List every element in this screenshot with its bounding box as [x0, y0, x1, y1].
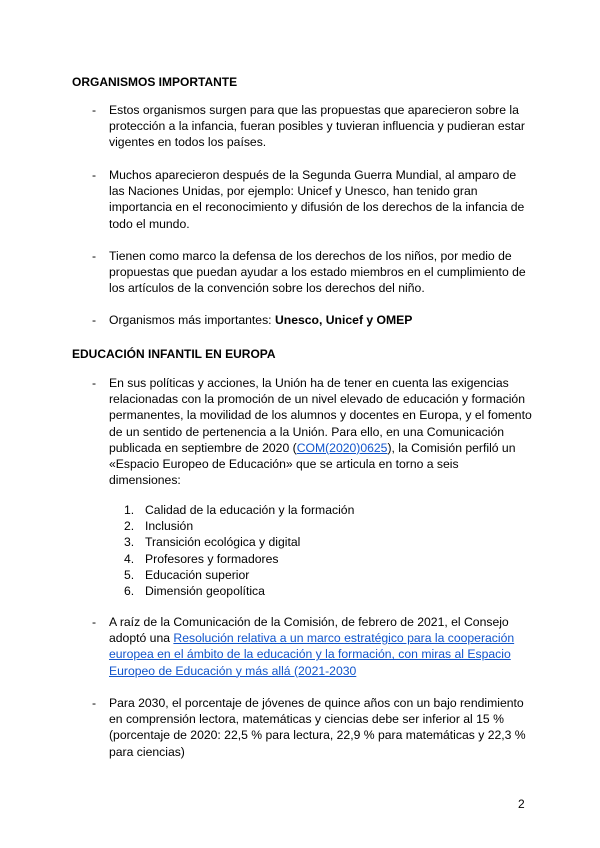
list-item [124, 551, 484, 567]
list-number: 3. [124, 535, 135, 550]
bullet-text [109, 312, 532, 328]
list-label: Educación superior [145, 567, 250, 582]
list-item [124, 583, 484, 599]
bullet-text: Estos organismos surgen para que las propuestas que aparecieron sobre la protección a la infancia, fueran posibles y tuvieran influencia y pudieran estar vigentes en todos los países. [109, 103, 525, 150]
list-number: 6. [124, 583, 135, 598]
bullet-text: Tienen como marco la defensa de los derechos de los niños, por medio de propuestas que puedan ayudar a los estado miembros en el cumplimiento de los artículos de la convención sobre los derechos del niño. [109, 249, 526, 296]
list-item [92, 695, 532, 760]
section-heading-educacion-europa: EDUCACIÓN INFANTIL EN EUROPA [72, 347, 276, 361]
list-item [92, 248, 532, 297]
list-number: 2. [124, 519, 135, 534]
list-number: 1. [124, 503, 135, 517]
bullet-text-part: ), la Comisión perfiló un «Espacio Europeo de Educación» que se articula en torno a seis dimensiones: [109, 440, 516, 488]
bullet-dash: - [92, 696, 97, 710]
bullet-text [109, 614, 532, 679]
bullet-prefix: Organismos más importantes: [109, 313, 275, 327]
bullet-dash: - [92, 615, 97, 629]
dimensions-list [124, 502, 484, 599]
com-link[interactable]: COM(2020)0625 [296, 440, 388, 455]
resolution-link[interactable]: Resolución relativa a un marco estratégico para la cooperación europea en el ámbito de la educación y la formación, con miras al Espacio Europeo de Educación y más allá (2021-2030 [109, 631, 515, 678]
list-item [124, 502, 484, 518]
bullet-text-part: En sus políticas y acciones, la Unión ha de tener en cuenta las exigencias relacionadas con la promoción de un nivel elevado de educación y formación permanentes, la movilidad de los alumnos y docentes en Europa, y el fomento de un sentido de pertenencia a la Unión. Para ello, en una Comunicación publicada en septiembre de 2020 ( [109, 376, 532, 455]
list-label: Calidad de la educación y la formación [145, 503, 355, 517]
bullet-text: Para 2030, el porcentaje de jóvenes de quince años con un bajo rendimiento en comprensión lectora, matemáticas y ciencias debe ser inferior al 15 % (porcentaje de 2020: 22,5 % para lectura, 22,9 % para matemáticas y 22,3 % para ciencias) [109, 696, 526, 759]
bullet-text: Muchos aparecieron después de la Segunda Guerra Mundial, al amparo de las Naciones Unidas, por ejemplo: Unicef y Unesco, han tenido gran importancia en el reconocimiento y difusión de los derechos de la infancia de todo el mundo. [109, 168, 525, 231]
bullet-dash: - [92, 313, 97, 327]
bullet-text [109, 375, 532, 488]
organizations-bold: Unesco, Unicef y OMEP [274, 313, 413, 327]
section-heading-organismos: ORGANISMOS IMPORTANTE [72, 75, 238, 89]
list-number: 4. [124, 551, 135, 566]
list-label: Transición ecológica y digital [145, 535, 301, 550]
bullet-text-part: A raíz de la Comunicación de la Comisión, de febrero de 2021, el Consejo adoptó una [109, 615, 509, 646]
bullet-dash: - [92, 249, 97, 263]
list-label: Profesores y formadores [145, 551, 279, 566]
list-item [92, 614, 532, 679]
list-item [124, 518, 484, 534]
list-number: 5. [124, 567, 135, 582]
list-item [92, 102, 532, 151]
list-item [92, 312, 532, 328]
list-item [92, 167, 532, 232]
list-label: Dimensión geopolítica [145, 583, 265, 598]
list-item [124, 567, 484, 583]
bullet-dash: - [92, 376, 97, 390]
page-number: 2 [518, 797, 525, 811]
bullet-dash: - [92, 103, 97, 117]
list-label: Inclusión [145, 519, 194, 534]
list-item [124, 534, 484, 550]
bullet-dash: - [92, 168, 97, 182]
list-item [92, 375, 532, 488]
